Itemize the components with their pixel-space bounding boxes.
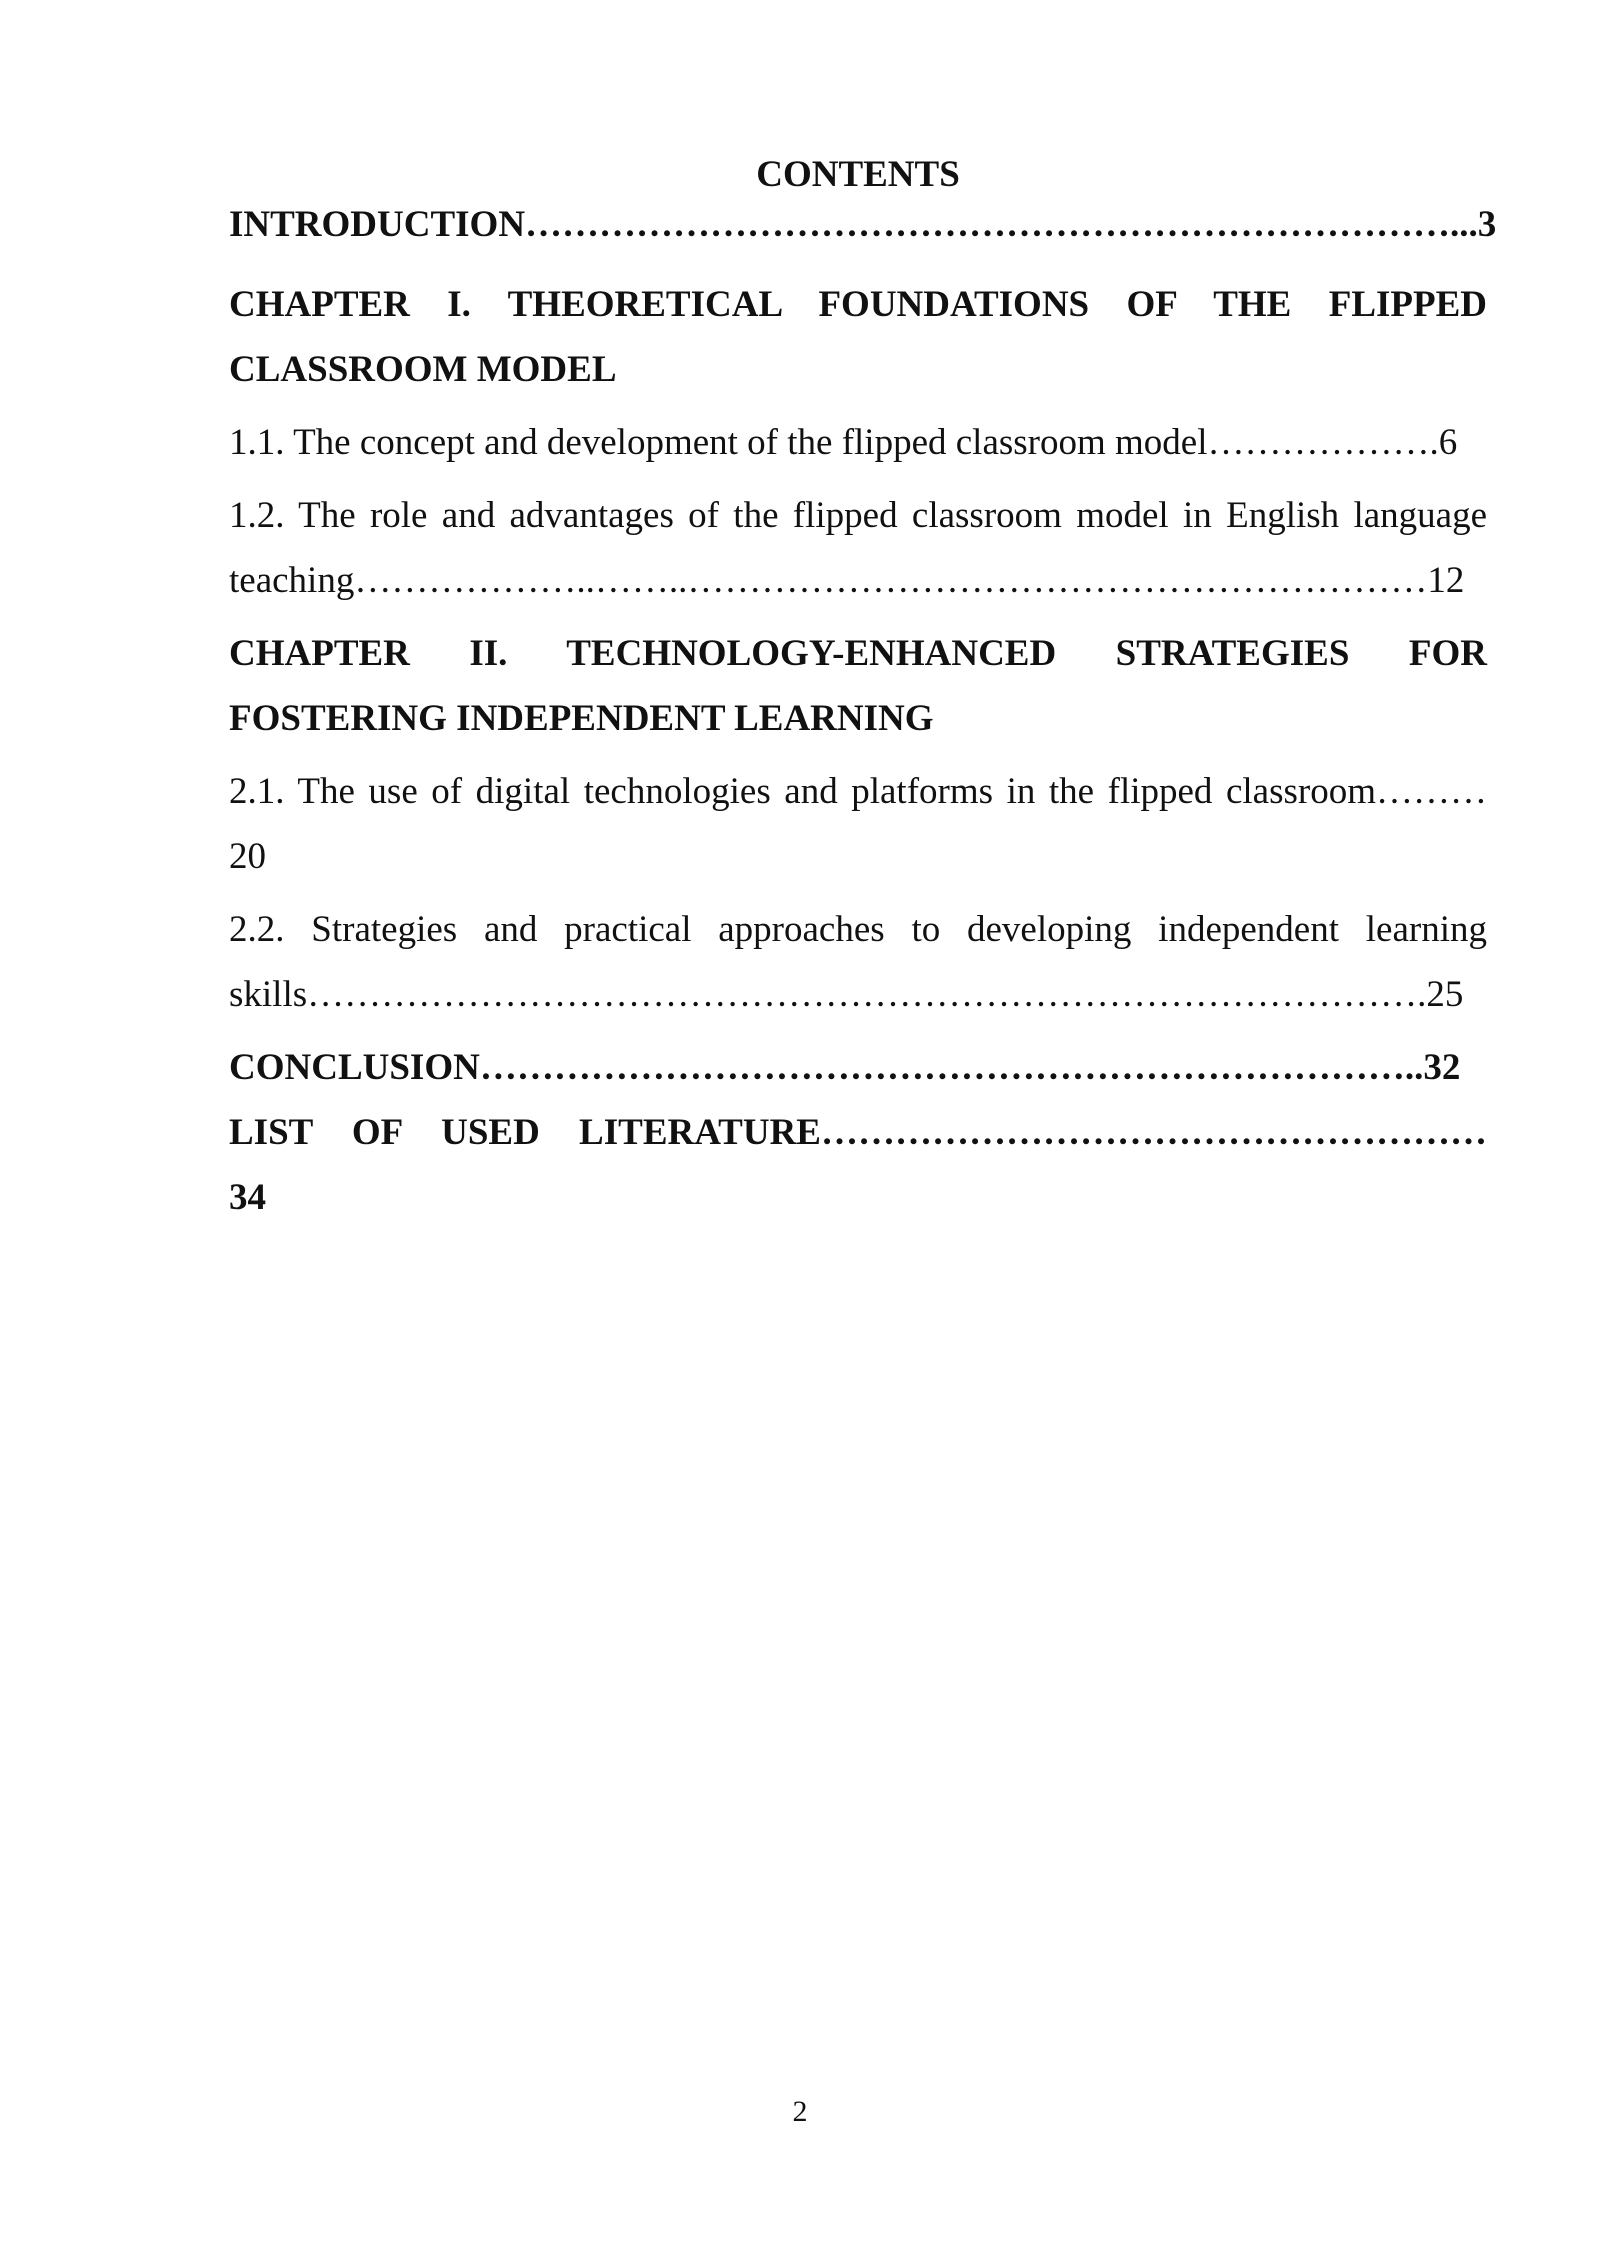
toc-chapter-2-line-1: CHAPTER II. TECHNOLOGY-ENHANCED STRATEGIES FOR xyxy=(229,633,1487,674)
toc-conclusion: CONCLUSION…………………………………………………………………..32 xyxy=(229,1047,1461,1088)
toc-literature xyxy=(229,1100,1487,1230)
toc-section-1-2 xyxy=(229,483,1487,613)
toc-chapter-1-line-1: CHAPTER I. THEORETICAL FOUNDATIONS OF THE FLIPPED xyxy=(229,284,1487,325)
toc-section-2-1-line-1: 2.1. The use of digital technologies and platforms in the flipped classroom……… xyxy=(229,771,1487,812)
toc-literature-line-1: LIST OF USED LITERATURE……………………………………………… xyxy=(229,1112,1487,1153)
page-number: 2 xyxy=(792,2095,808,2128)
contents-heading: CONTENTS xyxy=(756,154,960,195)
toc-section-2-1-line-2: 20 xyxy=(229,836,266,877)
toc-chapter-1 xyxy=(229,272,1487,402)
toc-section-2-2 xyxy=(229,897,1487,1027)
toc-chapter-1-line-2: CLASSROOM MODEL xyxy=(229,349,617,390)
toc-chapter-2 xyxy=(229,621,1487,751)
toc-section-2-2-line-1: 2.2. Strategies and practical approaches to developing independent learning xyxy=(229,909,1487,950)
toc-section-1-2-line-2: teaching………………..……..……………………………………………………12 xyxy=(229,560,1465,601)
toc-section-2-2-line-2: skills……………………………………………………………………………….25 xyxy=(229,974,1464,1015)
toc-introduction: INTRODUCTION…………………………………………………………………...3 xyxy=(229,204,1497,245)
table-of-contents xyxy=(229,150,1497,1230)
toc-section-1-2-line-1: 1.2. The role and advantages of the flipped classroom model in English language xyxy=(229,495,1487,536)
toc-section-2-1 xyxy=(229,759,1487,889)
toc-chapter-2-line-2: FOSTERING INDEPENDENT LEARNING xyxy=(229,698,934,739)
toc-section-1-1: 1.1. The concept and development of the flipped classroom model……………….6 xyxy=(229,422,1458,463)
toc-literature-line-2: 34 xyxy=(229,1177,266,1218)
